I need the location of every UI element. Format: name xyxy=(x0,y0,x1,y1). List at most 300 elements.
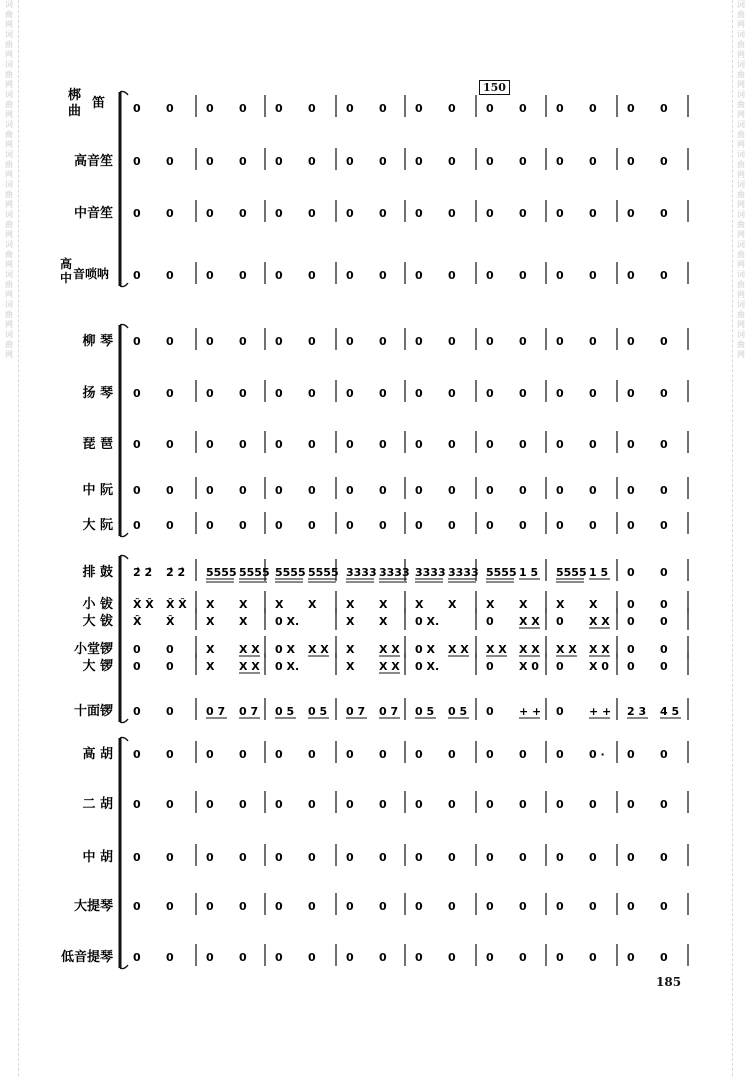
note-cell: 0 xyxy=(206,951,214,964)
note-cell: 0 xyxy=(486,615,494,628)
note-cell: 0 xyxy=(415,951,423,964)
note-cell: 0 xyxy=(486,207,494,220)
note-cell: 0 xyxy=(589,207,597,220)
note-cell: 0 xyxy=(556,851,564,864)
note-cell: X X xyxy=(448,643,469,656)
note-cell: X xyxy=(486,598,495,611)
note-cell: 0 xyxy=(589,438,597,451)
note-cell: 0 xyxy=(275,748,283,761)
note-cell: 0 7 xyxy=(346,705,366,718)
note-cell: 0 xyxy=(239,102,247,115)
note-cell: 0 xyxy=(166,519,174,532)
watermark-char: 网 xyxy=(5,140,13,149)
note-cell: X X xyxy=(239,643,260,656)
watermark-char: 曲 xyxy=(5,250,13,259)
note-cell: 0 xyxy=(308,438,316,451)
note-cell: 0 xyxy=(415,335,423,348)
note-cell: 0 xyxy=(589,951,597,964)
note-cell: 0 xyxy=(379,951,387,964)
note-cell: 0 X. xyxy=(415,660,440,673)
note-cell: 0 xyxy=(346,951,354,964)
note-cell: X X xyxy=(519,643,540,656)
note-cell: 0 xyxy=(206,519,214,532)
note-cell: 0 xyxy=(448,387,456,400)
note-cell: 3333 xyxy=(415,566,446,579)
note-cell: X xyxy=(556,598,565,611)
note-cell: 0 7 xyxy=(379,705,399,718)
note-cell: 0 xyxy=(660,102,668,115)
note-cell: X̂ X̂ xyxy=(166,598,187,611)
note-cell: 0 xyxy=(346,335,354,348)
note-cell: 0 xyxy=(166,269,174,282)
note-cell: 0 xyxy=(133,748,141,761)
note-cell: X xyxy=(275,598,284,611)
note-cell: + + xyxy=(519,705,542,718)
note-cell: 0 xyxy=(486,951,494,964)
note-cell: 0 xyxy=(379,269,387,282)
note-cell: 0 xyxy=(133,269,141,282)
note-cell: 0 xyxy=(660,598,668,611)
note-cell: 0 xyxy=(486,660,494,673)
note-cell: 0 xyxy=(415,387,423,400)
note-cell: 0 xyxy=(239,951,247,964)
note-cell: 0 xyxy=(206,155,214,168)
note-cell: 0 xyxy=(486,748,494,761)
note-cell: 0 7 xyxy=(206,705,226,718)
note-cell: 0 xyxy=(556,660,564,673)
note-cell: 0 5 xyxy=(275,705,295,718)
note-cell: 0 xyxy=(448,900,456,913)
watermark-char: 网 xyxy=(737,80,745,89)
watermark-char: 曲 xyxy=(737,220,745,229)
note-cell: 0 xyxy=(519,438,527,451)
note-cell: X xyxy=(239,598,248,611)
note-cell: 2̂ 2̂ xyxy=(133,566,153,579)
watermark-char: 词 xyxy=(737,150,745,159)
note-cell: 0 xyxy=(133,951,141,964)
note-cell: 0 xyxy=(660,660,668,673)
note-cell: 0 xyxy=(627,615,635,628)
note-cell: 0 xyxy=(133,102,141,115)
note-cell: 0 xyxy=(627,519,635,532)
watermark-char: 曲 xyxy=(737,340,745,349)
note-cell: 0 xyxy=(660,519,668,532)
note-cell: 0 xyxy=(448,102,456,115)
note-cell: 0 xyxy=(206,269,214,282)
note-cell: 0 xyxy=(239,748,247,761)
note-cell: 0 xyxy=(166,155,174,168)
watermark-char: 词 xyxy=(5,180,13,189)
note-cell: 0 xyxy=(206,748,214,761)
note-cell: X̂ xyxy=(133,615,142,628)
note-cell: 3333 xyxy=(448,566,479,579)
note-cell: 0 xyxy=(133,900,141,913)
note-cell: X xyxy=(206,598,215,611)
watermark-char: 词 xyxy=(5,270,13,279)
watermark-char: 曲 xyxy=(737,70,745,79)
note-cell: 0 xyxy=(379,851,387,864)
note-cell: 0 xyxy=(627,951,635,964)
watermark-char: 词 xyxy=(5,30,13,39)
note-cell: 0 xyxy=(486,900,494,913)
watermark-char: 曲 xyxy=(737,250,745,259)
note-cell: 0 xyxy=(133,519,141,532)
note-cell: 0 xyxy=(556,748,564,761)
note-cell: 0 7 xyxy=(239,705,259,718)
note-cell: 0 xyxy=(133,798,141,811)
instrument-label: 大提琴 xyxy=(73,899,113,914)
note-cell: 0 xyxy=(627,438,635,451)
note-cell: 4 5 xyxy=(660,705,680,718)
note-cell: 0 xyxy=(627,387,635,400)
note-cell: 0 xyxy=(589,387,597,400)
instrument-label: 高 xyxy=(60,257,73,271)
note-cell: 0 xyxy=(379,102,387,115)
note-cell: 0 xyxy=(166,798,174,811)
watermark-char: 曲 xyxy=(737,310,745,319)
note-cell: 0 xyxy=(308,269,316,282)
note-cell: 0 xyxy=(415,484,423,497)
note-cell: 0 xyxy=(206,387,214,400)
note-cell: 0 X. xyxy=(415,615,440,628)
note-cell: X X xyxy=(486,643,507,656)
note-cell: 0 xyxy=(275,155,283,168)
note-cell: 0 xyxy=(519,851,527,864)
note-cell: 0 xyxy=(589,269,597,282)
note-cell: 0 xyxy=(589,900,597,913)
note-cell: X X xyxy=(308,643,329,656)
note-cell: 0 xyxy=(275,484,283,497)
watermark-char: 网 xyxy=(737,170,745,179)
note-cell: X xyxy=(206,660,215,673)
note-cell: 0 xyxy=(133,643,141,656)
note-cell: X xyxy=(346,615,355,628)
watermark-char: 曲 xyxy=(737,190,745,199)
note-cell: 5555 xyxy=(308,566,339,579)
note-cell: 0 xyxy=(448,951,456,964)
note-cell: 0 xyxy=(308,207,316,220)
watermark-char: 词 xyxy=(5,210,13,219)
note-cell: 0 xyxy=(166,643,174,656)
note-cell: X xyxy=(415,598,424,611)
rehearsal-mark: 150 xyxy=(479,80,510,95)
note-cell: 0 xyxy=(556,155,564,168)
note-cell: 0 xyxy=(133,484,141,497)
note-cell: 0 xyxy=(346,102,354,115)
watermark-char: 曲 xyxy=(5,70,13,79)
note-cell: 0 xyxy=(448,484,456,497)
instrument-label: 梆 xyxy=(68,88,82,103)
note-cell: 0 xyxy=(206,798,214,811)
note-cell: 0 xyxy=(166,207,174,220)
watermark-char: 词 xyxy=(737,270,745,279)
note-cell: 0 xyxy=(660,269,668,282)
note-cell: 0 xyxy=(239,335,247,348)
note-cell: 5555 xyxy=(275,566,306,579)
note-cell: 0 xyxy=(275,519,283,532)
note-cell: X X xyxy=(239,660,260,673)
note-cell: 5555 xyxy=(486,566,517,579)
note-cell: 3333 xyxy=(379,566,410,579)
note-cell: 0 xyxy=(660,900,668,913)
note-cell: 0 xyxy=(556,438,564,451)
instrument-label: 大 钹 xyxy=(82,614,113,629)
note-cell: 0 xyxy=(275,269,283,282)
instrument-label: 排 鼓 xyxy=(82,565,113,580)
instrument-label: 中 xyxy=(60,271,73,285)
note-cell: X 0 xyxy=(589,660,609,673)
watermark-char: 词 xyxy=(737,210,745,219)
note-cell: 0 xyxy=(133,335,141,348)
note-cell: X xyxy=(346,643,355,656)
note-cell: 0 xyxy=(275,851,283,864)
note-cell: 0 xyxy=(519,335,527,348)
note-cell: 0 xyxy=(275,387,283,400)
watermark-char: 网 xyxy=(5,290,13,299)
note-cell: 0 xyxy=(206,207,214,220)
watermark-char: 网 xyxy=(5,320,13,329)
note-cell: 0 xyxy=(308,335,316,348)
watermark-char: 曲 xyxy=(5,310,13,319)
note-cell: 0 xyxy=(448,207,456,220)
note-cell: X xyxy=(206,615,215,628)
watermark-char: 词 xyxy=(737,30,745,39)
watermark-char: 曲 xyxy=(5,190,13,199)
note-cell: 3333 xyxy=(346,566,377,579)
note-cell: 0 xyxy=(415,155,423,168)
note-cell: 0 xyxy=(166,748,174,761)
note-cell: 0 xyxy=(660,951,668,964)
note-cell: 0 xyxy=(133,705,141,718)
note-cell: X X xyxy=(519,615,540,628)
watermark-char: 曲 xyxy=(5,10,13,19)
note-cell: 0 xyxy=(486,387,494,400)
note-cell: 0 xyxy=(556,387,564,400)
watermark-char: 网 xyxy=(5,200,13,209)
note-cell: 0 xyxy=(239,438,247,451)
note-cell: 0 xyxy=(556,207,564,220)
note-cell: 0 xyxy=(519,155,527,168)
watermark-char: 曲 xyxy=(5,280,13,289)
note-cell: 0 xyxy=(448,748,456,761)
note-cell: X xyxy=(308,598,317,611)
note-cell: 0 xyxy=(133,207,141,220)
note-cell: 0 xyxy=(556,615,564,628)
note-cell: 0 xyxy=(519,519,527,532)
note-cell: 0 · xyxy=(589,748,605,761)
note-cell: 0 xyxy=(448,798,456,811)
instrument-label: 高音笙 xyxy=(73,154,113,169)
note-cell: X xyxy=(206,643,215,656)
note-cell: 0 xyxy=(627,155,635,168)
watermark-char: 网 xyxy=(5,230,13,239)
watermark-char: 网 xyxy=(737,320,745,329)
watermark-char: 词 xyxy=(737,60,745,69)
note-cell: 0 xyxy=(486,519,494,532)
watermark-char: 曲 xyxy=(5,220,13,229)
note-cell: 0 xyxy=(589,798,597,811)
note-cell: 0 xyxy=(415,519,423,532)
note-cell: 2̂ 2̂ xyxy=(166,566,186,579)
note-cell: X xyxy=(346,598,355,611)
watermark-char: 词 xyxy=(5,300,13,309)
note-cell: 0 xyxy=(308,851,316,864)
note-cell: 0 xyxy=(346,798,354,811)
note-cell: 0 xyxy=(486,155,494,168)
watermark-char: 网 xyxy=(737,350,745,359)
note-cell: 0 xyxy=(415,748,423,761)
note-cell: 0 xyxy=(346,438,354,451)
note-cell: 0 xyxy=(133,438,141,451)
watermark-char: 网 xyxy=(737,110,745,119)
note-cell: 0 xyxy=(379,438,387,451)
watermark-char: 曲 xyxy=(5,40,13,49)
note-cell: 5555 xyxy=(206,566,237,579)
note-cell: 0 xyxy=(660,748,668,761)
note-cell: 0 xyxy=(660,566,668,579)
instrument-label: 曲 xyxy=(68,104,82,119)
note-cell: 0 xyxy=(486,269,494,282)
note-cell: X̂ X̂ xyxy=(133,598,154,611)
note-cell: 0 xyxy=(239,207,247,220)
note-cell: 0 xyxy=(133,387,141,400)
note-cell: 0 xyxy=(486,484,494,497)
note-cell: 0 xyxy=(239,484,247,497)
note-cell: 0 xyxy=(627,900,635,913)
note-cell: X xyxy=(239,615,248,628)
note-cell: X xyxy=(379,615,388,628)
note-cell: X X xyxy=(379,660,400,673)
instrument-label: 音唢呐 xyxy=(73,267,110,281)
note-cell: 0 xyxy=(415,900,423,913)
note-cell: 0 xyxy=(166,705,174,718)
note-cell: 0 xyxy=(519,269,527,282)
note-cell: 0 5 xyxy=(308,705,328,718)
note-cell: X 0 xyxy=(519,660,539,673)
note-cell: 0 xyxy=(206,851,214,864)
note-cell: 0 xyxy=(166,387,174,400)
note-cell: 0 xyxy=(627,643,635,656)
watermark-char: 网 xyxy=(5,80,13,89)
instrument-label: 大 阮 xyxy=(82,518,113,533)
note-cell: 0 xyxy=(660,615,668,628)
note-cell: X̂ xyxy=(166,615,175,628)
note-cell: 0 xyxy=(166,484,174,497)
note-cell: 0 xyxy=(660,387,668,400)
watermark-char: 网 xyxy=(737,50,745,59)
note-cell: 0 xyxy=(415,269,423,282)
note-cell: 0 xyxy=(206,900,214,913)
watermark-char: 曲 xyxy=(737,10,745,19)
note-cell: 0 xyxy=(346,851,354,864)
note-cell: 0 xyxy=(486,798,494,811)
note-cell: 0 xyxy=(346,900,354,913)
watermark-char: 词 xyxy=(5,120,13,129)
note-cell: 0 xyxy=(308,155,316,168)
note-cell: 0 xyxy=(166,951,174,964)
instrument-label: 小堂锣 xyxy=(73,642,113,657)
note-cell: X xyxy=(379,598,388,611)
note-cell: 0 xyxy=(166,851,174,864)
note-cell: X xyxy=(519,598,528,611)
note-cell: 0 xyxy=(239,155,247,168)
note-cell: 0 xyxy=(308,387,316,400)
note-cell: 0 xyxy=(415,851,423,864)
note-cell: 0 xyxy=(556,102,564,115)
watermark-char: 曲 xyxy=(737,280,745,289)
note-cell: 0 xyxy=(415,102,423,115)
note-cell: 0 xyxy=(239,798,247,811)
note-cell: 0 xyxy=(556,798,564,811)
note-cell: 0 xyxy=(486,438,494,451)
note-cell: 0 xyxy=(589,519,597,532)
watermark-char: 曲 xyxy=(5,130,13,139)
note-cell: 0 xyxy=(206,335,214,348)
note-cell: 0 xyxy=(556,900,564,913)
note-cell: 0 xyxy=(166,660,174,673)
note-cell: 0 xyxy=(589,102,597,115)
note-cell: 0 xyxy=(589,484,597,497)
note-cell: 0 xyxy=(556,705,564,718)
note-cell: 0 xyxy=(166,335,174,348)
note-cell: 0 xyxy=(415,438,423,451)
note-cell: 0 xyxy=(627,335,635,348)
watermark-char: 曲 xyxy=(5,340,13,349)
note-cell: 0 xyxy=(415,207,423,220)
note-cell: 0 xyxy=(239,519,247,532)
note-cell: 0 xyxy=(275,207,283,220)
note-cell: 0 xyxy=(308,102,316,115)
note-cell: 0 xyxy=(627,851,635,864)
note-cell: 0 xyxy=(379,748,387,761)
note-cell: 0 xyxy=(519,484,527,497)
watermark-char: 词 xyxy=(737,0,745,9)
note-cell: 0 xyxy=(133,155,141,168)
note-cell: 0 xyxy=(660,484,668,497)
note-cell: 0 xyxy=(239,387,247,400)
note-cell: 0 xyxy=(660,207,668,220)
instrument-label: 中 胡 xyxy=(82,850,113,865)
note-cell: 0 xyxy=(627,207,635,220)
note-cell: 0 xyxy=(379,155,387,168)
instrument-label: 琵 琶 xyxy=(82,437,113,452)
note-cell: 5555 xyxy=(556,566,587,579)
note-cell: 0 xyxy=(448,335,456,348)
note-cell: 0 xyxy=(379,900,387,913)
watermark-char: 词 xyxy=(737,180,745,189)
note-cell: 0 xyxy=(627,598,635,611)
watermark-char: 词 xyxy=(737,120,745,129)
note-cell: 0 xyxy=(519,387,527,400)
note-cell: 0 xyxy=(519,207,527,220)
instrument-label: 笛 xyxy=(92,96,106,111)
instrument-label: 中音笙 xyxy=(73,206,113,221)
note-cell: 0 xyxy=(379,484,387,497)
note-cell: 0 xyxy=(346,269,354,282)
note-cell: 0 xyxy=(346,387,354,400)
watermark-char: 网 xyxy=(5,110,13,119)
instrument-label: 扬 琴 xyxy=(82,386,113,401)
note-cell: 0 xyxy=(308,900,316,913)
note-cell: 0 xyxy=(519,798,527,811)
watermark-char: 曲 xyxy=(737,40,745,49)
note-cell: 0 xyxy=(275,438,283,451)
watermark-char: 网 xyxy=(737,230,745,239)
note-cell: 0 xyxy=(346,207,354,220)
note-cell: 5555 xyxy=(239,566,270,579)
note-cell: 0 X. xyxy=(275,615,300,628)
note-cell: 1 5 xyxy=(589,566,609,579)
